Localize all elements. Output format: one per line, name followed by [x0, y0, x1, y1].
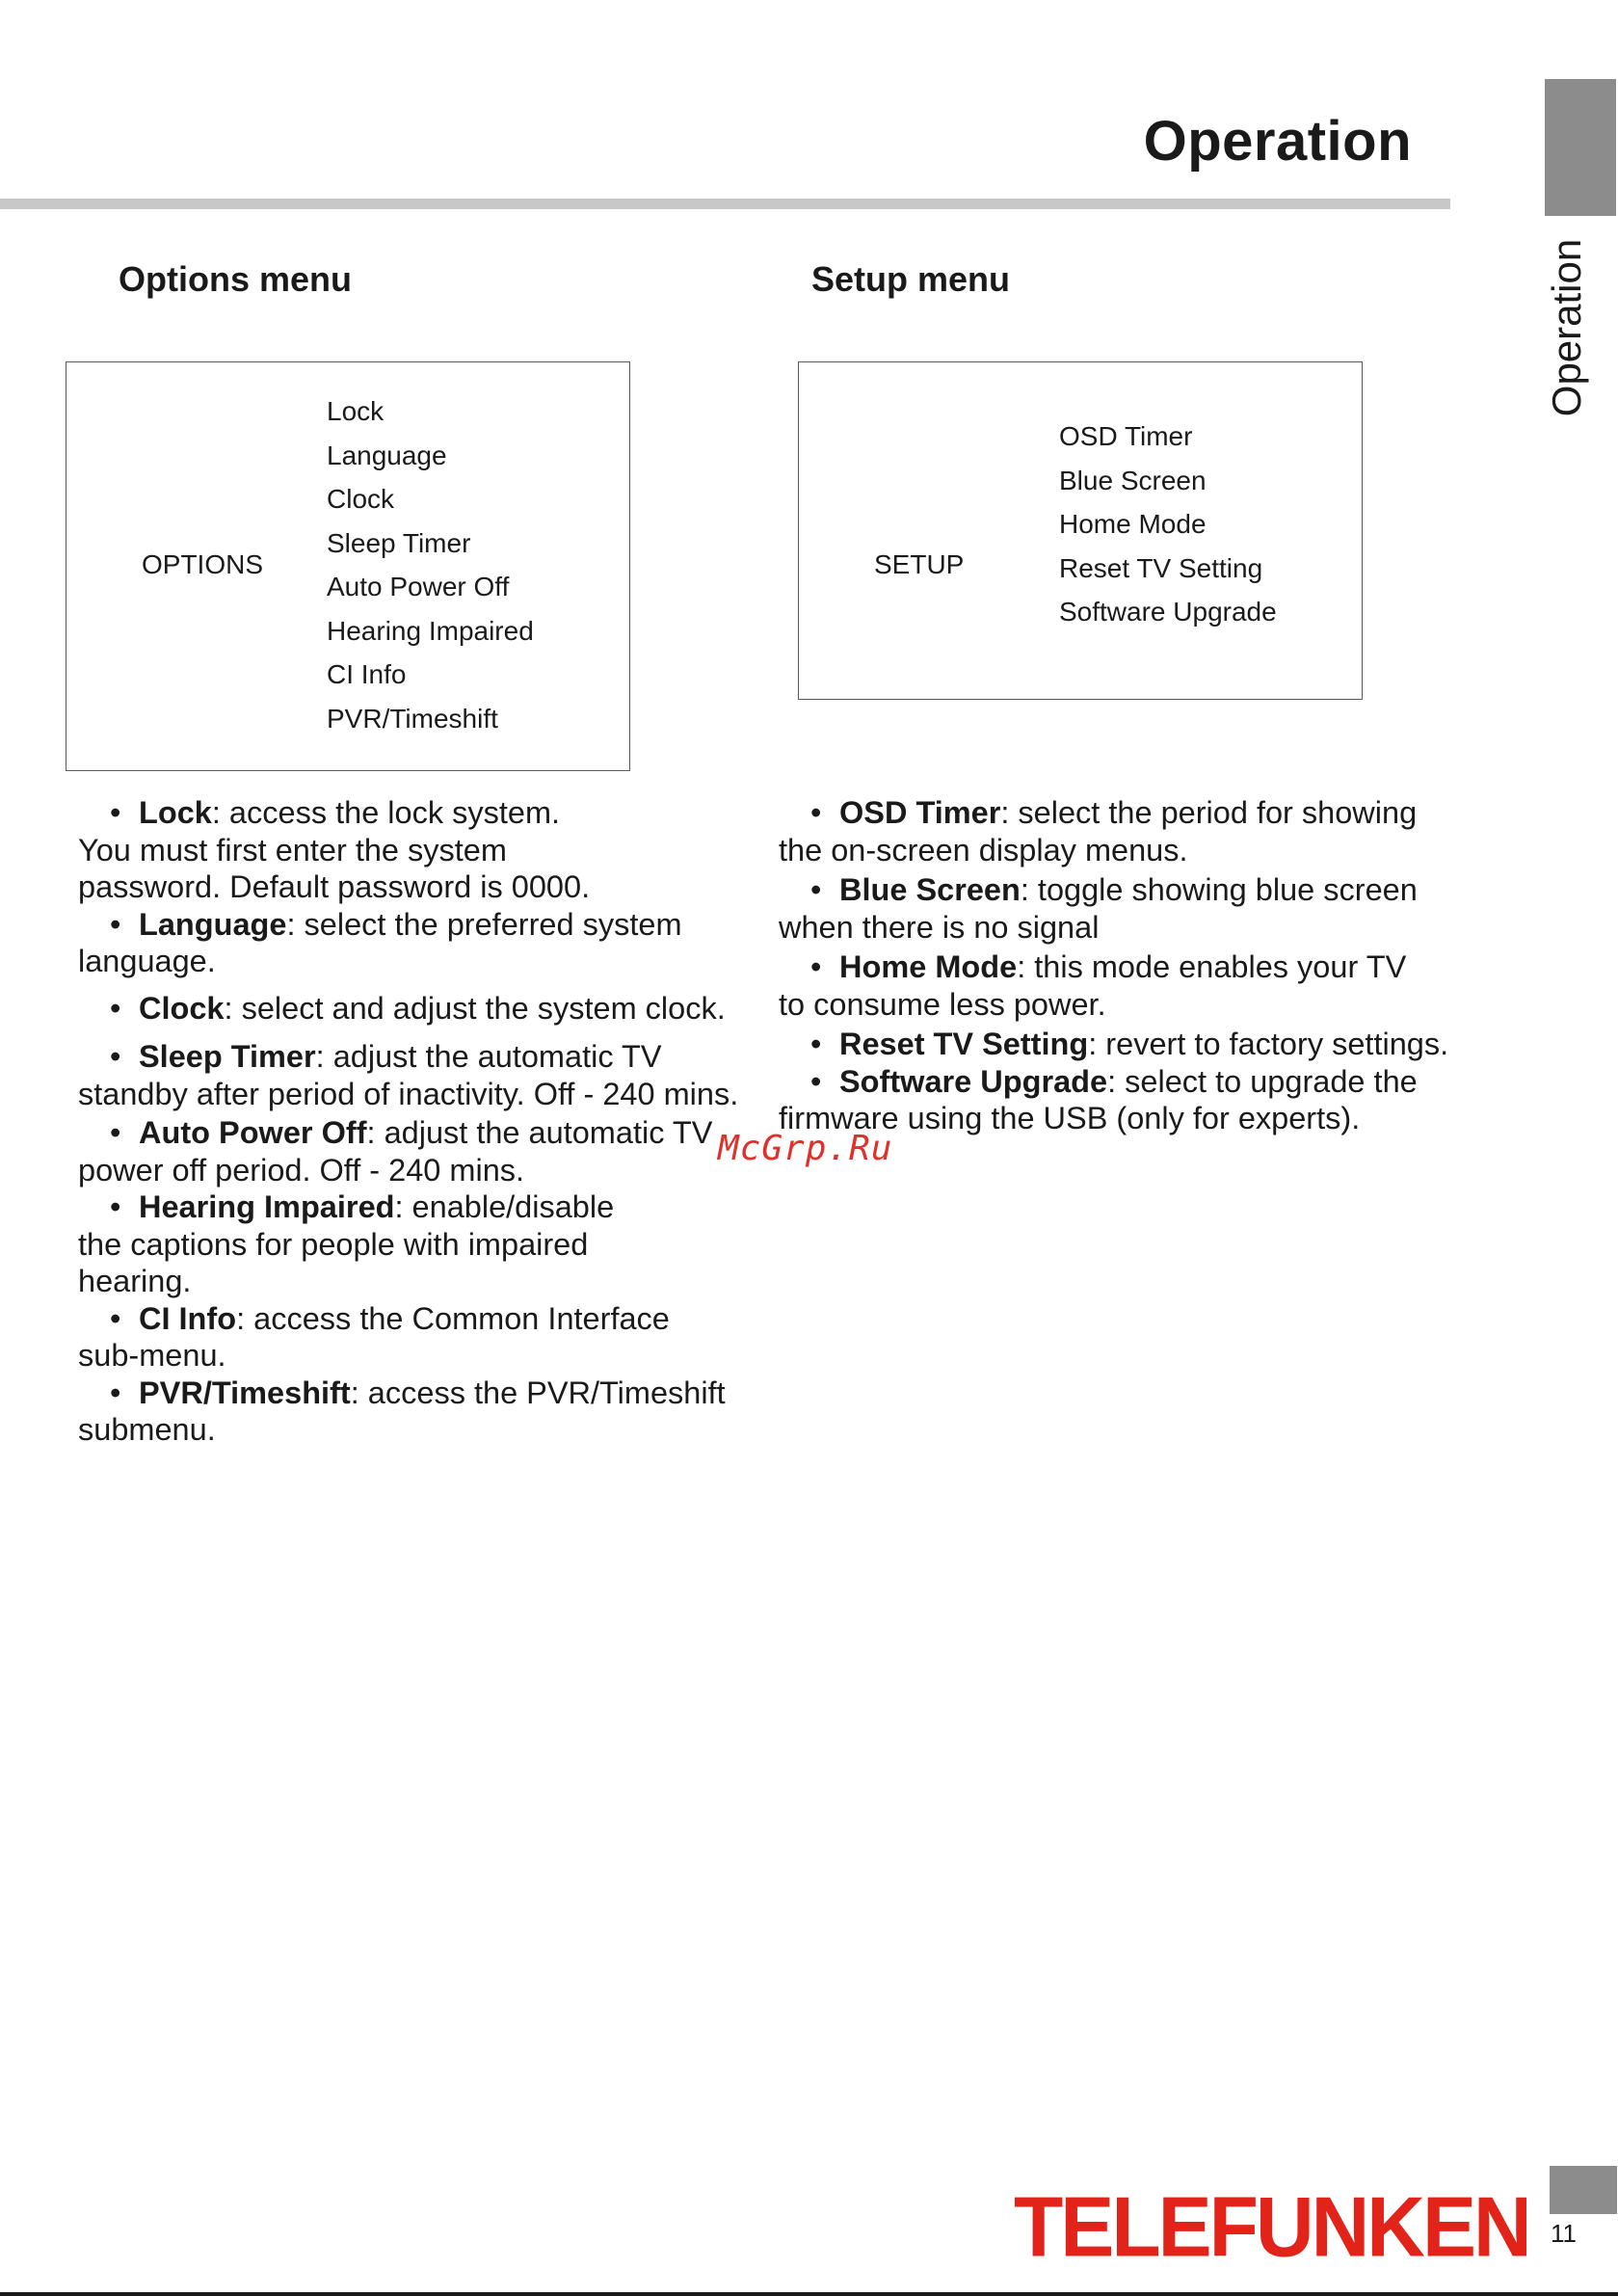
- setup-menu-box: [798, 361, 1363, 700]
- description-sleep-timer: [78, 1038, 753, 1112]
- description-pvr-timeshift: [78, 1375, 753, 1449]
- description-term: Reset TV Setting: [839, 1027, 1089, 1061]
- options-item: Language: [327, 440, 447, 470]
- setup-item: Home Mode: [1059, 509, 1207, 539]
- setup-descriptions: [779, 794, 1472, 1137]
- options-menu-heading: Options menu: [119, 259, 352, 299]
- description-term: Home Mode: [839, 949, 1018, 984]
- bullet-icon: •: [110, 1189, 121, 1224]
- description-term: OSD Timer: [839, 795, 1001, 830]
- bullet-icon: •: [110, 906, 121, 942]
- description-reset-tv-setting: [779, 1026, 1472, 1063]
- page-number-tab: [1550, 2166, 1617, 2214]
- description-text: : toggle showing blue screen: [1020, 872, 1418, 907]
- bullet-icon: •: [110, 990, 121, 1026]
- setup-item: Reset TV Setting: [1059, 552, 1263, 583]
- description-text: : access the Common Interface: [236, 1300, 670, 1336]
- description-text: : enable/disable: [394, 1189, 615, 1224]
- description-hearing-impaired: [78, 1188, 753, 1300]
- setup-box-label: SETUP: [874, 549, 965, 579]
- header-rule: [0, 199, 1450, 209]
- side-tab-label: [1509, 231, 1618, 424]
- description-software-upgrade: [779, 1063, 1472, 1137]
- description-auto-power-off: [78, 1114, 753, 1188]
- setup-item-list: [1059, 414, 1277, 634]
- description-term: PVR/Timeshift: [139, 1375, 351, 1410]
- description-text: the on-screen display menus.: [779, 832, 1188, 868]
- bullet-icon: •: [110, 1115, 121, 1150]
- options-descriptions: [78, 794, 753, 1449]
- description-text: firmware using the USB (only for experts).: [779, 1101, 1361, 1135]
- description-lock: [78, 794, 753, 906]
- description-term: Auto Power Off: [139, 1115, 367, 1150]
- bullet-icon: •: [810, 795, 822, 830]
- side-tab-marker: [1545, 79, 1616, 216]
- options-item: Hearing Impaired: [327, 615, 534, 646]
- bottom-edge-line: [0, 2292, 1618, 2296]
- description-term: Software Upgrade: [839, 1063, 1108, 1099]
- bullet-icon: •: [110, 795, 121, 830]
- bullet-icon: •: [810, 949, 822, 984]
- description-text: hearing.: [78, 1264, 192, 1298]
- description-text: password. Default password is 0000.: [78, 869, 591, 904]
- description-text: standby after period of inactivity. Off - 240 mins.: [78, 1076, 739, 1111]
- page-number: 11: [1551, 2219, 1577, 2248]
- description-term: CI Info: [139, 1300, 237, 1336]
- description-blue-screen: [779, 871, 1472, 946]
- options-item: Auto Power Off: [327, 572, 510, 601]
- description-text: : select the preferred system: [286, 906, 682, 942]
- options-item-list: [327, 389, 534, 740]
- options-item: CI Info: [327, 659, 407, 689]
- description-text: : access the lock system.: [211, 795, 561, 830]
- description-text: You must first enter the system: [78, 832, 507, 868]
- description-text: when there is no signal: [779, 909, 1100, 945]
- description-text: : adjust the automatic TV: [366, 1115, 713, 1150]
- options-item: PVR/Timeshift: [327, 703, 498, 734]
- bullet-icon: •: [810, 872, 822, 907]
- description-language: [78, 906, 753, 980]
- options-item: Clock: [327, 484, 395, 514]
- description-text: sub-menu.: [78, 1338, 226, 1373]
- options-item: Lock: [327, 396, 385, 426]
- setup-item: Blue Screen: [1059, 465, 1207, 495]
- bullet-icon: •: [810, 1063, 822, 1099]
- description-text: power off period. Off - 240 mins.: [78, 1152, 525, 1188]
- options-item: Sleep Timer: [327, 527, 471, 558]
- description-osd-timer: [779, 794, 1472, 868]
- description-term: Clock: [139, 990, 225, 1026]
- bullet-icon: •: [110, 1039, 121, 1074]
- setup-menu-heading: Setup menu: [811, 259, 1011, 299]
- description-term: Language: [139, 906, 287, 942]
- description-text: : this mode enables your TV: [1017, 949, 1407, 984]
- watermark-text: McGrp.Ru: [718, 1129, 893, 1168]
- description-text: : select to upgrade the: [1107, 1063, 1418, 1099]
- description-term: Blue Screen: [839, 872, 1021, 907]
- description-text: to consume less power.: [779, 986, 1106, 1022]
- bullet-icon: •: [110, 1375, 121, 1410]
- side-tab-label-text: Operation: [1544, 238, 1589, 417]
- bullet-icon: •: [810, 1027, 822, 1061]
- description-text: language.: [78, 944, 216, 978]
- description-text: : select the period for showing: [1000, 795, 1418, 830]
- setup-item: Software Upgrade: [1059, 597, 1277, 627]
- description-text: : adjust the automatic TV: [315, 1039, 662, 1074]
- description-text: : access the PVR/Timeshift: [350, 1375, 726, 1410]
- brand-logo: TELEFUNKEN: [1014, 2178, 1529, 2275]
- options-box-label: OPTIONS: [142, 549, 264, 579]
- description-text: : select and adjust the system clock.: [224, 990, 726, 1026]
- setup-item: OSD Timer: [1059, 421, 1193, 451]
- page-title: Operation: [1143, 110, 1412, 173]
- description-text: the captions for people with impaired: [78, 1226, 589, 1262]
- bullet-icon: •: [110, 1300, 121, 1336]
- description-text: submenu.: [78, 1412, 216, 1447]
- description-ci-info: [78, 1300, 753, 1375]
- description-text: : revert to factory settings.: [1088, 1027, 1449, 1061]
- description-clock: [78, 990, 753, 1028]
- description-home-mode: [779, 948, 1472, 1023]
- description-term: Sleep Timer: [139, 1039, 316, 1074]
- description-term: Lock: [139, 795, 212, 830]
- options-menu-box: [66, 361, 630, 771]
- description-term: Hearing Impaired: [139, 1189, 395, 1224]
